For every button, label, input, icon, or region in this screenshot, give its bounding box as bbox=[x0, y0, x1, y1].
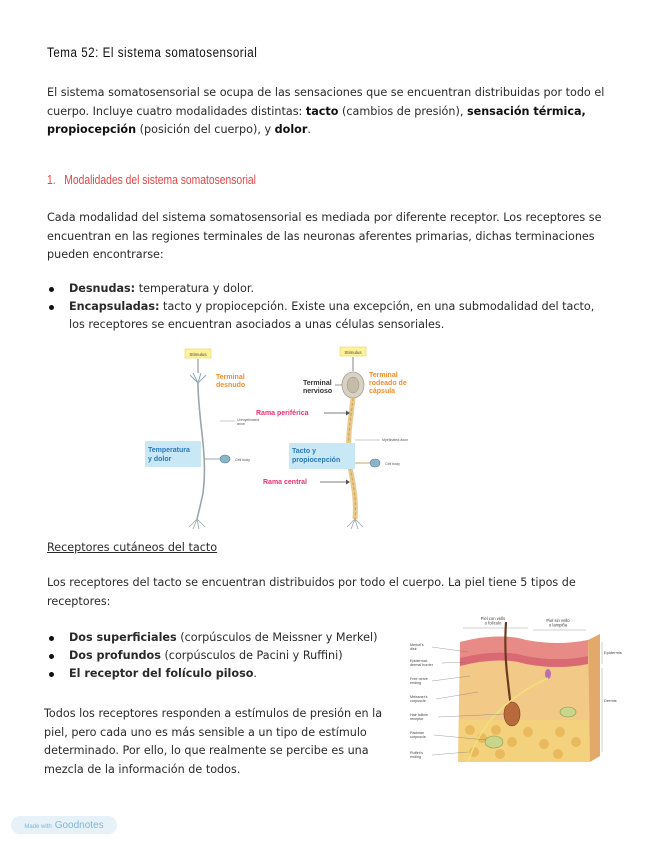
rama-central-arrowhead bbox=[346, 480, 350, 485]
list-item bbox=[47, 629, 397, 647]
list-item-text: . bbox=[253, 667, 257, 680]
skin-diagram bbox=[408, 612, 623, 768]
svg-text:Meissner'scorpuscle: Meissner's corpuscle bbox=[410, 695, 428, 703]
central-terminal-left bbox=[189, 519, 205, 529]
tacto-propio-box bbox=[289, 443, 355, 469]
neuron-diagram bbox=[135, 343, 435, 531]
skin-glabrous-label: Piel sin vello o lampiña bbox=[546, 618, 570, 628]
bare-terminal-branches bbox=[190, 373, 206, 383]
list-item-bold: El receptor del folículo piloso bbox=[69, 667, 254, 680]
intro-text-1: El sistema somatosensorial se ocupa de las sensaciones que se encuentran distribuidas por todo el cuerpo. Incluye cuatro modalidades distintas: bbox=[47, 86, 605, 118]
cell-body-label-left: Cell body bbox=[235, 458, 250, 462]
skin-hairy-label: Piel con vello o folículo bbox=[480, 616, 506, 626]
terminations-list bbox=[47, 280, 609, 334]
terminal-capsula-label: Terminal rodeado de cápsula bbox=[369, 372, 407, 395]
intro-bold-dolor: dolor bbox=[274, 123, 308, 136]
meissner-corpuscle-shape bbox=[545, 669, 551, 679]
goodnotes-badge bbox=[11, 816, 117, 834]
intro-bold-termica: sensación térmica, propiocepción bbox=[47, 104, 586, 136]
temp-dolor-box bbox=[145, 441, 201, 467]
temp-dolor-label: Temperatura y dolor bbox=[148, 447, 190, 463]
intro-bold-tacto: tacto bbox=[305, 104, 339, 118]
block-side-face bbox=[588, 634, 600, 762]
subheading-receptores: Receptores cutáneos del tacto bbox=[47, 541, 218, 554]
list-item-text: (corpúsculos de Meissner y Merkel) bbox=[176, 631, 378, 644]
list-item-bold: Encapsuladas: bbox=[69, 300, 160, 313]
intro-text-4: . bbox=[307, 123, 311, 136]
list-item-text: temperatura y dolor. bbox=[135, 282, 255, 295]
epidermis-label: Epidermis bbox=[604, 650, 622, 655]
subcutaneous-layer bbox=[458, 720, 590, 762]
capsule-core bbox=[347, 377, 359, 393]
section-title: Modalidades del sistema somatosensorial bbox=[64, 173, 256, 187]
list-item-bold: Dos profundos bbox=[69, 649, 161, 662]
cell-body-left bbox=[220, 455, 230, 463]
myelinated-label: Myelinated axon bbox=[382, 438, 409, 442]
modalities-paragraph: Cada modalidad del sistema somatosensorial es mediada por diferente receptor. Los receptores se encuentran en las regiones terminales de las neuronas aferentes primarias, dichas terminaciones pueden encontrarse: bbox=[47, 211, 602, 261]
badge-brand: Goodnotes bbox=[54, 820, 104, 831]
section-number: 1. bbox=[47, 173, 56, 187]
tacto-propio-label: Tacto y propiocepción bbox=[292, 448, 341, 464]
page-title: Tema 52: El sistema somatosensorial bbox=[47, 45, 258, 60]
perception-paragraph: Todos los receptores responden a estímulos de presión en la piel, pero cada uno es más sensible a un tipo de estímulo determinado. Por ello, lo que realmente se percibe es una mezcla de la información de todos. bbox=[44, 707, 383, 776]
dermis-label: Dermis bbox=[604, 698, 617, 703]
svg-text:Epidermal-dermal border: Epidermal-dermal border bbox=[410, 659, 433, 667]
svg-text:Free nerveending: Free nerve ending bbox=[410, 677, 428, 685]
badge-prefix: Made with bbox=[24, 824, 52, 830]
receptor-types-list bbox=[47, 629, 397, 683]
intro-paragraph bbox=[47, 84, 607, 140]
rama-periferica-label: Rama periférica bbox=[256, 410, 309, 417]
list-item bbox=[47, 298, 609, 334]
pacinian-corpuscle-shape bbox=[485, 736, 503, 748]
central-terminal-right bbox=[347, 519, 363, 529]
terminal-nervioso-label: Terminal nervioso bbox=[303, 380, 333, 395]
list-item bbox=[47, 280, 609, 298]
list-item-bold: Dos superficiales bbox=[69, 631, 177, 644]
list-item bbox=[47, 665, 397, 683]
section-heading bbox=[47, 173, 256, 187]
receptors-paragraph: Los receptores del tacto se encuentran distribuidos por todo el cuerpo. La piel tiene 5 tipos de receptores: bbox=[47, 576, 576, 608]
hair-follicle bbox=[504, 702, 520, 726]
stimulus-label-left: Stimulus bbox=[189, 352, 207, 357]
list-item-text: (corpúsculos de Pacini y Ruffini) bbox=[160, 649, 343, 662]
cell-body-right bbox=[370, 459, 380, 467]
terminal-desnudo-label: Terminal desnudo bbox=[216, 374, 246, 389]
svg-text:Ruffini'sending: Ruffini's ending bbox=[410, 751, 423, 759]
left-labels bbox=[410, 643, 434, 759]
unmyelinated-label: Unmyelinated axon bbox=[237, 418, 259, 426]
intro-text-3: (posición del cuerpo), y bbox=[136, 123, 275, 136]
list-item bbox=[47, 647, 397, 665]
pacinian-corpuscle-shape-2 bbox=[560, 707, 576, 717]
svg-text:Merkel'sdisk: Merkel's disk bbox=[410, 643, 424, 651]
cell-body-label-right: Cell body bbox=[385, 462, 400, 466]
list-item-bold: Desnudas: bbox=[69, 282, 136, 295]
intro-text-2: (cambios de presión), bbox=[338, 104, 467, 118]
stimulus-label-right: Stimulus bbox=[344, 350, 362, 355]
rama-central-label: Rama central bbox=[263, 479, 307, 486]
svg-text:Hair folliclereceptor: Hair follicle receptor bbox=[410, 713, 429, 721]
svg-text:Paciniancorpuscle: Pacinian corpuscle bbox=[410, 731, 426, 739]
list-item-text: tacto y propiocepción. Existe una excepción, en una submodalidad del tacto, los receptores se encuentran asociados a unas células sensoriales. bbox=[69, 300, 595, 331]
